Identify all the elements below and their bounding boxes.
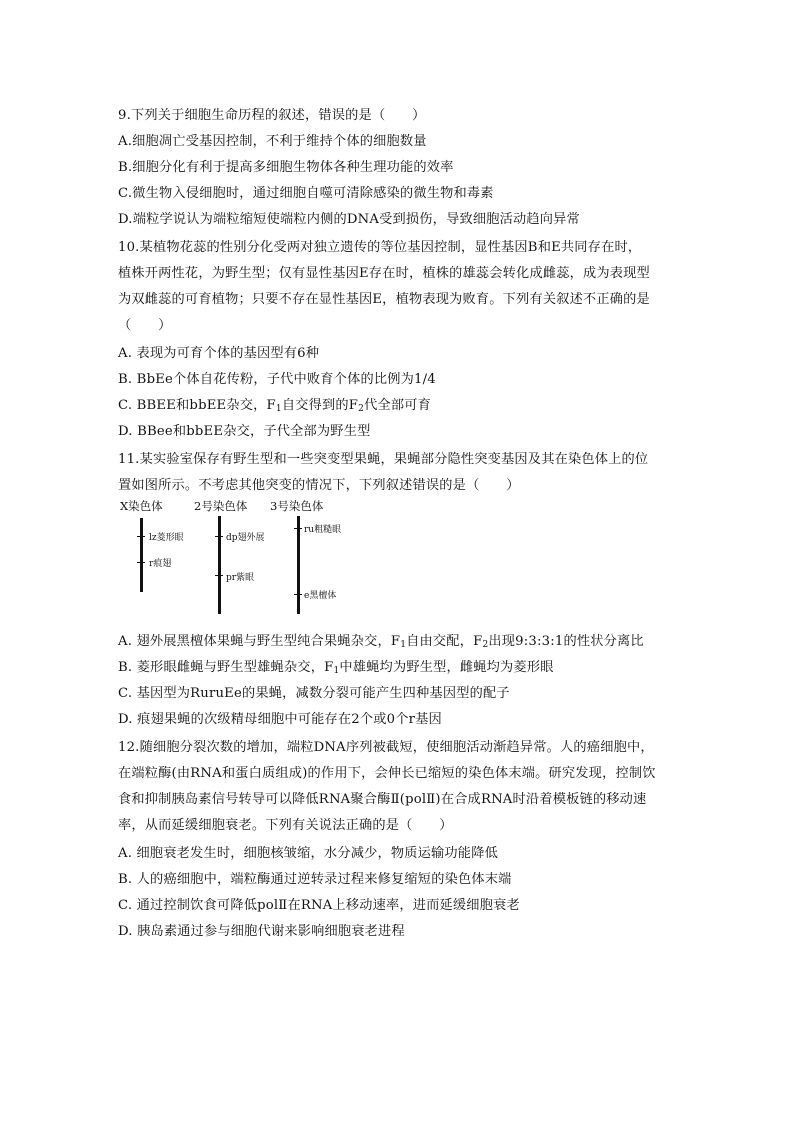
c2-gene2-label: pr紫眼 — [226, 573, 255, 583]
q9-option-d: D.端粒学说认为端粒缩短使端粒内侧的DNA受到损伤，导致细胞活动趋向异常 — [118, 212, 580, 227]
q10-stem-line3: 为双雌蕊的可育植物；只要不存在显性基因E，植物表现为败育。下列有关叙述不正确的是 — [118, 292, 650, 307]
q12-option-c: C. 通过控制饮食可降低polⅡ在RNA上移动速率，进而延缓细胞衰老 — [118, 898, 520, 913]
q11-option-a: A. 翅外展黑檀体果蝇与野生型纯合果蝇杂交，$F_1$自由交配，$F_2$出现9:3:3:1的性状分离比 — [118, 634, 644, 650]
c3-gene2-label: e黑檀体 — [304, 591, 337, 601]
q11-option-c: C. 基因型为RuruEe的果蝇，减数分裂可能产生四种基因型的配子 — [118, 686, 510, 701]
q12-option-a: A. 细胞衰老发生时，细胞核皱缩，水分减少，物质运输功能降低 — [118, 846, 498, 861]
q11-option-d: D. 痕翅果蝇的次级精母细胞中可能存在2个或0个r基因 — [118, 712, 442, 727]
x-chromosome-title: X染色体 — [120, 499, 163, 513]
x-gene2-label: r痕翅 — [149, 559, 172, 569]
q10-option-c: C. BBEE和bbEE杂交，$F_1$自交得到的$F_2$代全部可育 — [118, 398, 431, 414]
q9-option-a: A.细胞凋亡受基因控制，不利于维持个体的细胞数量 — [118, 134, 427, 149]
c3-gene2-tick — [294, 594, 302, 595]
q12-stem-line1: 12.随细胞分裂次数的增加，端粒DNA序列被截短，使细胞活动渐趋异常。人的癌细胞中， — [118, 740, 654, 755]
c2-gene2-tick — [215, 575, 223, 576]
x-gene1-label: lz菱形眼 — [149, 533, 184, 543]
q10-stem-line2: 植株开两性花，为野生型；仅有显性基因E存在时，植株的雄蕊会转化成雌蕊，成为表现型 — [118, 266, 650, 281]
q10-option-b: B. BbEe个体自花传粉，子代中败育个体的比例为1/4 — [118, 372, 436, 387]
chromosome3-bar — [297, 516, 300, 614]
q10-stem-line1: 10.某植物花蕊的性别分化受两对独立遗传的等位基因控制，显性基因B和E共同存在时， — [118, 240, 642, 255]
chromosome-diagram — [118, 498, 418, 618]
q11-stem-line1: 11.某实验室保存有野生型和一些突变型果蝇，果蝇部分隐性突变基因及其在染色体上的位 — [118, 452, 649, 467]
q9-option-c: C.微生物入侵细胞时，通过细胞自噬可清除感染的微生物和毒素 — [118, 186, 494, 201]
q12-option-b: B. 人的癌细胞中，端粒酶通过逆转录过程来修复缩短的染色体末端 — [118, 872, 512, 887]
c2-gene1-label: dp翅外展 — [226, 533, 265, 543]
c2-gene1-tick — [215, 536, 223, 537]
q12-option-d: D. 胰岛素通过参与细胞代谢来影响细胞衰老进程 — [118, 924, 405, 939]
q10-option-a: A. 表现为可育个体的基因型有6种 — [118, 346, 320, 361]
c3-gene1-label: ru粗糙眼 — [304, 525, 342, 535]
q12-stem-line3: 食和抑制胰岛素信号转导可以降低RNA聚合酶Ⅱ(polⅡ)在合成RNA时沿着模板链的移动速 — [118, 792, 647, 807]
c3-gene1-tick — [294, 528, 302, 529]
q9-option-b: B.细胞分化有利于提高多细胞生物体各种生理功能的效率 — [118, 160, 454, 175]
x-chromosome-bar — [140, 518, 143, 592]
q10-option-d: D. BBee和bbEE杂交，子代全部为野生型 — [118, 424, 371, 439]
q10-stem-line4: （ ） — [118, 318, 172, 333]
x-gene2-tick — [137, 562, 145, 563]
chromosome3-title: 3号染色体 — [270, 499, 324, 513]
q11-option-b: B. 菱形眼雌蝇与野生型雄蝇杂交，$F_1$中雄蝇均为野生型，雌蝇均为菱形眼 — [118, 660, 554, 676]
q12-stem-line2: 在端粒酶(由RNA和蛋白质组成)的作用下，会伸长已缩短的染色体末端。研究发现，控制饮 — [118, 766, 656, 781]
x-gene1-tick — [137, 536, 145, 537]
q11-stem-line2: 置如图所示。不考虑其他突变的情况下，下列叙述错误的是（ ） — [118, 478, 520, 493]
q12-stem-line4: 率，从而延缓细胞衰老。下列有关说法正确的是（ ） — [118, 818, 453, 833]
q9-stem: 9.下列关于细胞生命历程的叙述，错误的是（ ） — [118, 108, 426, 123]
chromosome2-title: 2号染色体 — [194, 499, 248, 513]
chromosome2-bar — [218, 516, 221, 614]
